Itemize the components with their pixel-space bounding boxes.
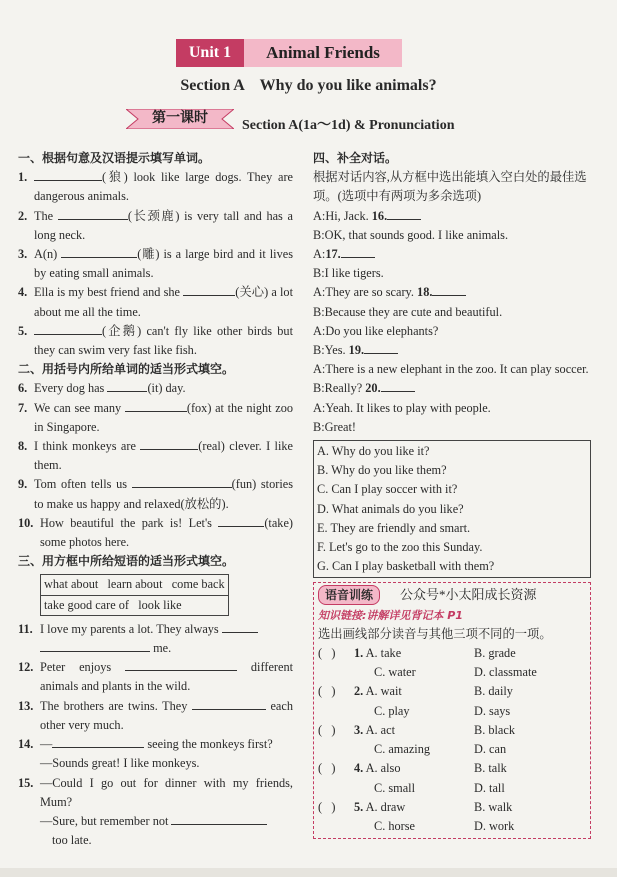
part2-heading: 二、用括号内所给单词的适当形式填空。 [18,362,235,377]
answer-blank[interactable] [107,379,147,392]
unit-banner [176,39,402,67]
part3-heading: 三、用方框中所给短语的适当形式填空。 [18,554,235,569]
phonics-question [318,644,586,682]
question-number: 5. [18,323,28,338]
blank-number: 16. [371,208,388,223]
question-text: —Sounds great! I like monkeys. [40,756,200,771]
question-text: (狼) look like large dogs. They are dangerous animals. [34,170,293,204]
question-number: 15. [18,775,34,790]
question-4 [18,283,293,321]
watermark-text: 公众号*小太阳成长资源 [400,587,537,603]
right-column [313,149,591,839]
speaker: A: [313,285,326,300]
speaker: A: [313,362,326,377]
phonics-label: 语音训练 [318,585,380,605]
question-text: I think monkeys are [34,439,136,454]
dialog-text: Do you like elephants? [325,323,439,338]
speaker: B: [313,343,325,358]
question-7 [18,399,293,437]
dialog-line [313,360,591,379]
option-d: D. work [474,818,515,833]
option-c: C. small [374,780,415,795]
blank-number: 19. [348,343,365,358]
option-d: D. tall [474,780,505,795]
answer-blank[interactable] [132,475,232,488]
question-8 [18,437,293,475]
option-b: B. daily [474,684,513,699]
question-2 [18,207,293,245]
question-text: Peter enjoys [40,660,112,675]
question-number: 9. [18,477,28,492]
option-item: D. What animals do you like? [317,501,464,516]
question-1 [18,168,293,206]
question-number: 14. [18,737,34,752]
answer-paren[interactable]: ( ) [318,646,336,661]
part1-heading: 一、根据句意及汉语提示填写单词。 [18,151,211,165]
question-text: (fox) at the night zoo in Singapore. [34,400,294,434]
unit-title: Animal Friends [244,39,402,67]
question-text: We can see many [34,400,122,415]
option-b: B. grade [474,646,516,661]
question-text: —Sure, but remember not [40,813,169,828]
part4-heading: 四、补全对话。 [313,151,398,165]
option-a: A. take [365,646,402,661]
phonics-question [318,721,586,759]
lesson-subtitle: Section A(1a～1d) & Pronunciation [242,118,455,133]
question-13 [18,697,293,735]
question-9 [18,475,293,513]
question-text: different animals and plants in the wild. [40,660,294,694]
question-number: 8. [18,439,28,454]
question-text: (企鹅) can't fly like other birds but they can swim very fast like fish. [34,323,293,358]
phonics-question [318,682,586,720]
answer-blank[interactable] [192,697,266,710]
knowledge-link: 知识链接:讲解详见背记本 P1 [318,608,463,622]
dialog-line [313,418,591,437]
dialog-text: There is a new elephant in the zoo. It can play soccer. [325,362,589,377]
option-a: A. draw [365,799,406,814]
question-5 [18,322,293,360]
answer-paren[interactable]: ( ) [318,761,336,776]
question-text: The [34,208,54,223]
phrase-box [40,574,229,615]
blank-number: 18. [417,285,433,300]
answer-paren[interactable]: ( ) [318,684,336,699]
speaker: B: [313,266,325,281]
option-d: D. can [474,742,507,757]
answer-blank[interactable] [61,245,137,258]
question-number: 4. [354,761,364,776]
dialog-text: Because they are cute and beautiful. [324,304,503,319]
answer-blank[interactable] [381,379,415,392]
option-item: C. Can I play soccer with it? [317,482,458,497]
option-d: D. says [474,703,511,718]
option-d: D. classmate [474,665,537,680]
speaker: A: [313,323,326,338]
dialog-line [313,283,591,302]
question-10 [18,514,293,552]
option-c: C. water [374,665,416,680]
speaker: A: [313,208,326,223]
dialog-line [313,264,591,283]
answer-blank[interactable] [34,168,102,181]
answer-blank[interactable] [52,735,144,748]
question-text: How beautiful the park is! Let's [40,515,212,530]
phonics-section [313,582,591,839]
option-b: B. black [474,722,515,737]
question-number: 11. [18,621,33,636]
question-11 [18,620,293,658]
question-text: (it) day. [147,381,186,396]
answer-blank[interactable] [218,514,264,527]
dialog-line [313,245,591,264]
question-text: — [40,737,53,752]
speaker: B: [313,419,325,434]
phonics-question [318,798,586,836]
question-15 [18,774,293,851]
blank-number: 20. [365,381,381,396]
answer-blank[interactable] [140,437,198,450]
option-a: A. act [365,722,396,737]
answer-blank[interactable] [183,283,235,296]
answer-blank[interactable] [58,207,128,220]
answer-blank[interactable] [341,245,375,258]
option-a: A. wait [365,684,402,699]
answer-blank[interactable] [40,639,150,652]
answer-blank[interactable] [34,322,102,335]
question-text: (take) some photos here. [40,515,293,550]
question-12 [18,658,293,696]
dialog-text: Hi, Jack. [325,208,369,223]
option-b: B. walk [474,799,513,814]
answer-blank[interactable] [364,341,398,354]
speaker: A: [313,247,326,262]
part4-instructions: 根据对话内容,从方框中选出能填入空白处的最佳选项。(选项中有两项为多余选项) [313,170,587,204]
dialog-text: Yeah. It likes to play with people. [325,400,491,415]
question-number: 2. [354,684,364,699]
phonics-question [318,759,586,797]
question-number: 5. [354,799,364,814]
dialog-line [313,303,591,322]
question-text: Every dog has [34,381,105,396]
question-text: (关心) a lot about me all the time. [34,285,294,319]
answer-blank[interactable] [125,658,237,671]
answer-blank[interactable] [432,283,466,296]
answer-blank[interactable] [222,620,258,633]
dialog-text: Really? [324,381,363,396]
option-item: E. They are friendly and smart. [317,520,471,535]
option-c: C. amazing [374,742,431,757]
question-text: (fun) stories to make us happy and relaxed(放松的). [34,477,293,511]
question-number: 2. [18,208,28,223]
question-text: I love my parents a lot. They always [40,621,219,636]
dialog-line [313,379,591,398]
question-text: The brothers are twins. They [40,698,188,713]
phrase-box-row: what about learn about come back [41,575,228,595]
left-column [18,149,293,850]
question-number: 12. [18,660,34,675]
dialog-line [313,341,591,360]
question-number: 1. [354,646,364,661]
blank-number: 17. [325,247,341,262]
speaker: A: [313,400,326,415]
speaker: B: [313,381,325,396]
answer-paren[interactable]: ( ) [318,722,336,737]
question-number: 4. [18,285,28,300]
option-item: A. Why do you like it? [317,444,430,459]
section-title: Section A Why do you like animals? [180,77,437,94]
option-b: B. talk [474,761,507,776]
lesson-badge [126,109,234,129]
question-14 [18,735,293,773]
dialog-line [313,322,591,341]
option-item: F. Let's go to the zoo this Sunday. [317,540,483,555]
answer-paren[interactable]: ( ) [318,799,336,814]
question-number: 10. [18,515,34,530]
question-number: 6. [18,381,28,396]
question-6 [18,379,293,398]
dialog-text: OK, that sounds good. I like animals. [324,227,509,242]
answer-blank[interactable] [125,399,187,412]
question-text: each other very much. [40,698,293,732]
phonics-instruction: 选出画线部分读音与其他三项不同的一项。 [318,626,552,641]
question-text: too late. [52,833,92,848]
question-text: A(n) [34,247,58,262]
option-c: C. play [374,703,410,718]
question-number: 1. [18,170,28,185]
question-text: Ella is my best friend and she [34,285,181,300]
question-number: 7. [18,400,28,415]
dialog-text: I like tigers. [324,266,384,281]
dialog-text: Great! [324,419,357,434]
dialog-line [313,207,591,226]
option-a: A. also [365,761,401,776]
question-number: 13. [18,698,34,713]
dialog-line [313,399,591,418]
answer-blank[interactable] [171,812,267,825]
dialog-text: They are so scary. [325,285,414,300]
unit-label: Unit 1 [176,39,244,67]
question-text: (长颈鹿) is very tall and has a long neck. [34,208,293,242]
speaker: B: [313,304,325,319]
question-3 [18,245,293,283]
question-text: seeing the monkeys first? [147,737,273,752]
page-footer-strip [0,868,617,877]
question-text: me. [153,641,172,656]
phrase-box-row: take good care of look like [44,597,182,612]
option-item: B. Why do you like them? [317,463,447,478]
option-c: C. horse [374,818,415,833]
answer-blank[interactable] [387,207,421,220]
options-box [313,440,591,578]
dialog-line [313,226,591,245]
lesson-badge-text: 第一课时 [152,111,208,126]
question-text: (雕) is a large bird and it lives by eating small animals. [34,247,293,281]
speaker: B: [313,227,325,242]
option-item: G. Can I play basketball with them? [317,559,495,574]
question-text: (real) clever. I like them. [34,439,293,473]
question-text: —Could I go out for dinner with my friends, Mum? [40,775,293,809]
question-text: Tom often tells us [34,477,127,492]
question-number: 3. [354,722,364,737]
question-number: 3. [18,247,28,262]
dialog-text: Yes. [324,343,346,358]
